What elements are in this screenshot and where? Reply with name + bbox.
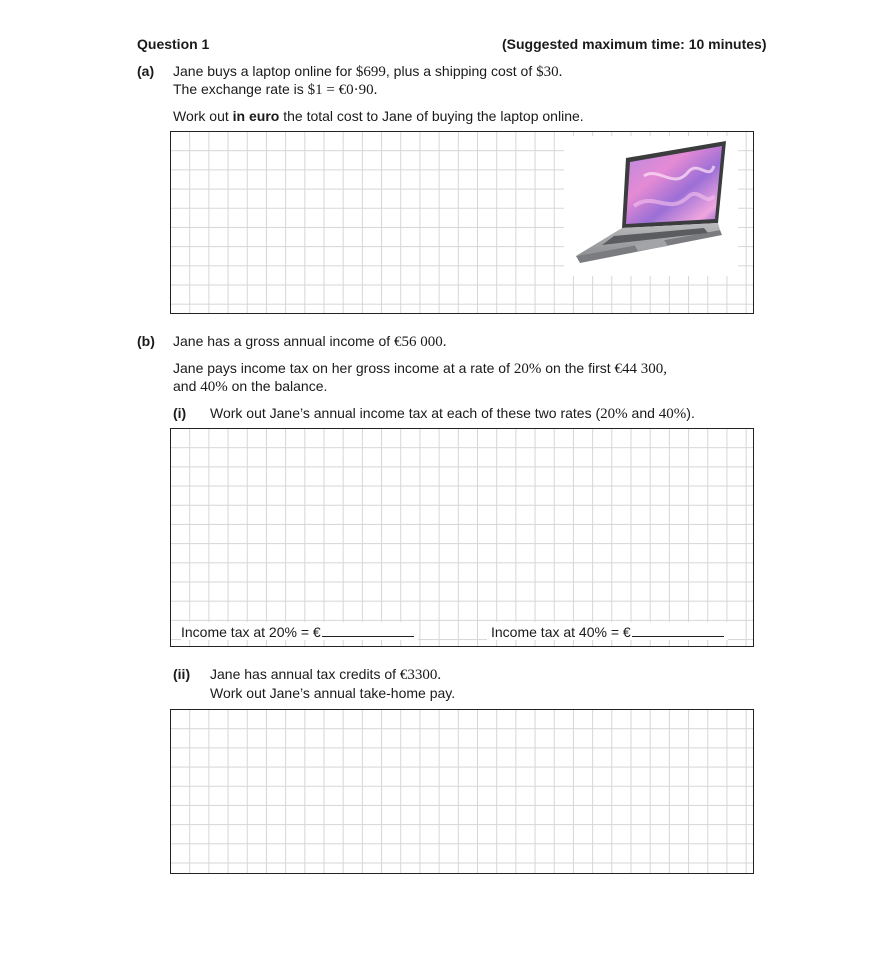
gross-income: €56 000 bbox=[394, 334, 443, 350]
tax-rate-40: 40% bbox=[200, 379, 228, 395]
income-tax-20-label: Income tax at 20% = € bbox=[181, 624, 321, 640]
standard-rate-band: €44 300 bbox=[614, 361, 664, 377]
sub-ii-line2: Work out Jane’s annual take-home pay. bbox=[210, 685, 456, 701]
part-a-instruction-suffix: the total cost to Jane of buying the laptop online. bbox=[279, 108, 584, 124]
income-tax-40-label: Income tax at 40% = € bbox=[491, 624, 631, 640]
laptop-image bbox=[564, 136, 738, 276]
part-a-label: (a) bbox=[137, 63, 155, 79]
part-a-line2-text: The exchange rate is bbox=[173, 81, 308, 97]
income-tax-20-answer[interactable] bbox=[181, 622, 418, 640]
part-b-line1-text: Jane has a gross annual income of bbox=[173, 333, 395, 349]
sub-i-rate1: 20% bbox=[600, 406, 628, 422]
answer-row bbox=[171, 616, 753, 646]
suggested-time: (Suggested maximum time: 10 minutes) bbox=[502, 36, 767, 52]
sub-ii-line1-text: Jane has annual tax credits of bbox=[210, 666, 400, 682]
part-a-line2-end: . bbox=[373, 82, 378, 98]
income-tax-40-blank[interactable] bbox=[632, 622, 724, 637]
answer-box-b-ii[interactable] bbox=[170, 709, 754, 874]
sub-i-rate2: 40% bbox=[658, 406, 687, 422]
part-b-line2-text: Jane pays income tax on her gross income at a rate of bbox=[173, 360, 514, 376]
part-b-line3-prefix: and bbox=[173, 378, 201, 394]
sub-i-text-mid: and bbox=[627, 405, 659, 421]
part-a-instruction bbox=[173, 108, 584, 124]
part-b-line3-suffix: on the balance. bbox=[227, 378, 328, 394]
sub-ii-line1-end: . bbox=[437, 667, 442, 683]
answer-box-b-i[interactable] bbox=[170, 428, 754, 647]
sub-i-text-end: ). bbox=[686, 405, 695, 421]
part-a-line1-mid: , plus a shipping cost of bbox=[385, 63, 537, 79]
part-b-line2 bbox=[173, 360, 667, 378]
sub-i-instruction bbox=[210, 405, 695, 423]
part-a-line1-text: Jane buys a laptop online for bbox=[173, 63, 356, 79]
exchange-rate: $1 = €0·90 bbox=[307, 82, 374, 98]
part-b-line2-mid: on the first bbox=[541, 360, 615, 376]
income-tax-20-blank[interactable] bbox=[322, 622, 414, 637]
part-b-line2-end: , bbox=[663, 361, 668, 377]
part-b-line1-end: . bbox=[442, 334, 447, 350]
sub-i-text-prefix: Work out Jane’s annual income tax at each of these two rates ( bbox=[210, 405, 601, 421]
part-a-instruction-bold: in euro bbox=[232, 108, 280, 124]
laptop-icon bbox=[564, 136, 738, 276]
part-a-instruction-prefix: Work out bbox=[173, 108, 233, 124]
laptop-price: $699 bbox=[355, 64, 386, 80]
part-b-line1 bbox=[173, 333, 447, 351]
part-b-label: (b) bbox=[137, 333, 155, 349]
part-a-line2 bbox=[173, 81, 377, 99]
sub-ii-label: (ii) bbox=[173, 666, 191, 682]
part-a-line1-end: . bbox=[558, 64, 563, 80]
part-b-line3 bbox=[173, 378, 327, 396]
sub-i-label: (i) bbox=[173, 405, 187, 421]
income-tax-40-answer[interactable] bbox=[487, 622, 728, 640]
sub-ii-line1 bbox=[210, 666, 441, 684]
question-title: Question 1 bbox=[137, 36, 210, 52]
tax-rate-20: 20% bbox=[513, 361, 542, 377]
shipping-cost: $30 bbox=[536, 64, 559, 80]
part-a-line1 bbox=[173, 63, 562, 81]
tax-credits: €3300 bbox=[399, 667, 438, 683]
